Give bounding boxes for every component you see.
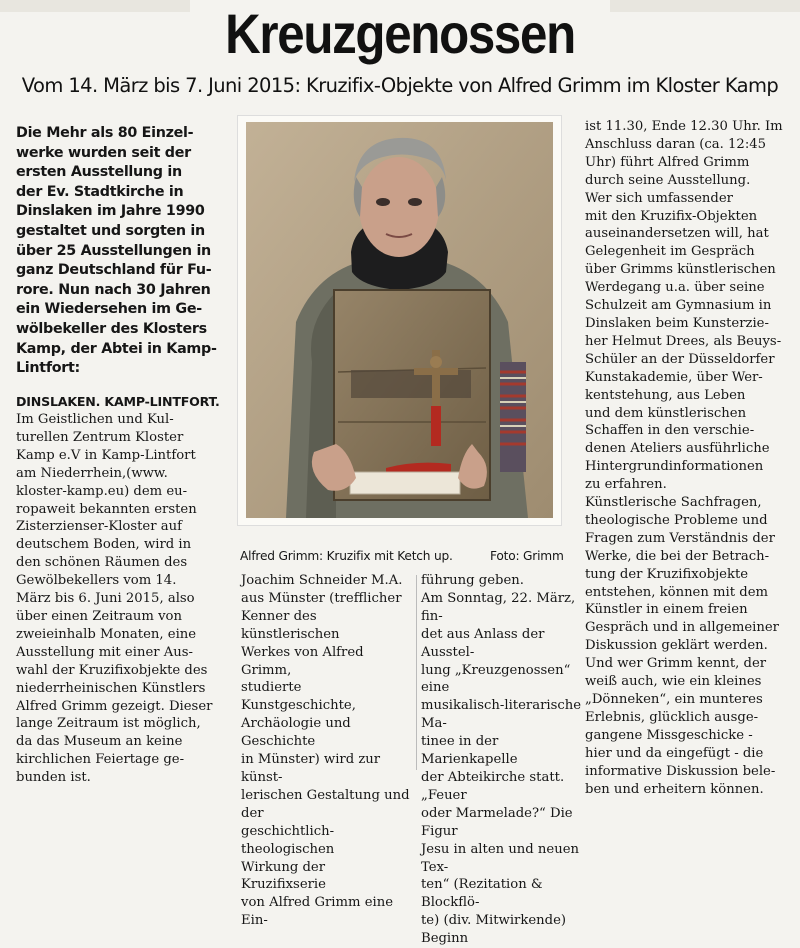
sweater-pattern	[500, 362, 526, 472]
photo-frame	[238, 116, 561, 525]
column-4-body: ist 11.30, Ende 12.30 Uhr. Im Anschluss daran (ca. 12:45 Uhr) führt Alfred Grimm durch seine Ausstellung. Wer sich umfassender mit den Kruzifix-Objekten auseinandersetzen will, hat Gelegenheit im Gespräch über Grimms künstlerischen Werdegang u.a. über seine Schulzeit am Gymnasium in Dinslaken beim Kunsterzie- her Helmut Drees, als Beuys- Schüler an der Düsseldorfer Kunstakademie, über Wer- kentstehung, aus Leben und dem künstlerischen Schaffen in den verschie- denen Ateliers ausführliche Hintergrundinformationen zu erfahren. Künstlerische Sachfragen, theologische Probleme und Fragen zum Verständnis der Werke, die bei der Betrach- tung der Kruzifixobjekte entstehen, können mit dem Künstler in einem freien Gespräch und in allgemeiner Diskussion geklärt werden. Und wer Grimm kennt, der weiß auch, wie ein kleines „Dönneken“, ein munteres Erlebnis, glücklich ausge- gangene Missgeschicke - hier und da eingefügt - die informative Diskussion bele- ben und erheitern können.	[585, 119, 783, 797]
subheadline: Vom 14. März bis 7. Juni 2015: Kruzifix-Objekte von Alfred Grimm im Kloster Kamp	[21, 74, 779, 97]
photo-caption: Alfred Grimm: Kruzifix mit Ketch up.	[240, 549, 453, 563]
column-2-body: Joachim Schneider M.A. aus Münster (trefflicher Kenner des künstlerischen Werkes von Alfred Grimm, studierte Kunstgeschichte, Archäologie und Geschichte in Münster) wird zur künst- lerischen Gestaltung und der geschichtlich-theologischen Wirkung der Kruzifixserie von Alfred Grimm eine Ein-	[241, 573, 410, 929]
column-divider	[416, 575, 417, 770]
headline: Kreuzgenossen	[225, 2, 575, 65]
photo-caption-line	[240, 548, 570, 564]
lead-paragraph: Die Mehr als 80 Einzel- werke wurden seit der ersten Ausstellung in der Ev. Stadtkirche in Dinslaken im Jahre 1990 gestaltet und sorgten in über 25 Ausstellungen in ganz Deutschland für Fu- rore. Nun nach 30 Jahren ein Wiedersehen im Ge- wölbekeller des Klosters Kamp, der Abtei in Kamp- Lintfort:	[16, 125, 217, 377]
artist-photo	[246, 122, 553, 518]
dateline: DINSLAKEN. KAMP-LINTFORT.	[16, 394, 220, 409]
column-3-body: führung geben. Am Sonntag, 22. März, fin- det aus Anlass der Ausstel- lung „Kreuzgenossen“ eine musikalisch-literarische Ma- tinee in der Marienkapelle der Abteikirche statt. „Feuer oder Marmelade?“ Die Figur Jesu in alten und neuen Tex- ten“ (Rezitation & Blockflö- te) (div. Mitwirkende) Beginn	[421, 573, 582, 947]
column-1-body: Im Geistlichen und Kul- turellen Zentrum Kloster Kamp e.V in Kamp-Lintfort am Niederrhein,(www. kloster-kamp.eu) dem eu- ropaweit bekannten ersten Zisterzienser-Kloster auf deutschem Boden, wird in den schönen Räumen des Gewölbekellers vom 14. März bis 6. Juni 2015, also über einen Zeitraum von zweieinhalb Monaten, eine Ausstellung mit einer Aus- wahl der Kruzifixobjekte des niederrheinischen Künstlers Alfred Grimm gezeigt. Dieser lange Zeitraum ist möglich, da das Museum an keine kirchlichen Feiertage ge- bunden ist.	[16, 412, 213, 786]
photo-credit: Foto: Grimm	[490, 549, 564, 563]
